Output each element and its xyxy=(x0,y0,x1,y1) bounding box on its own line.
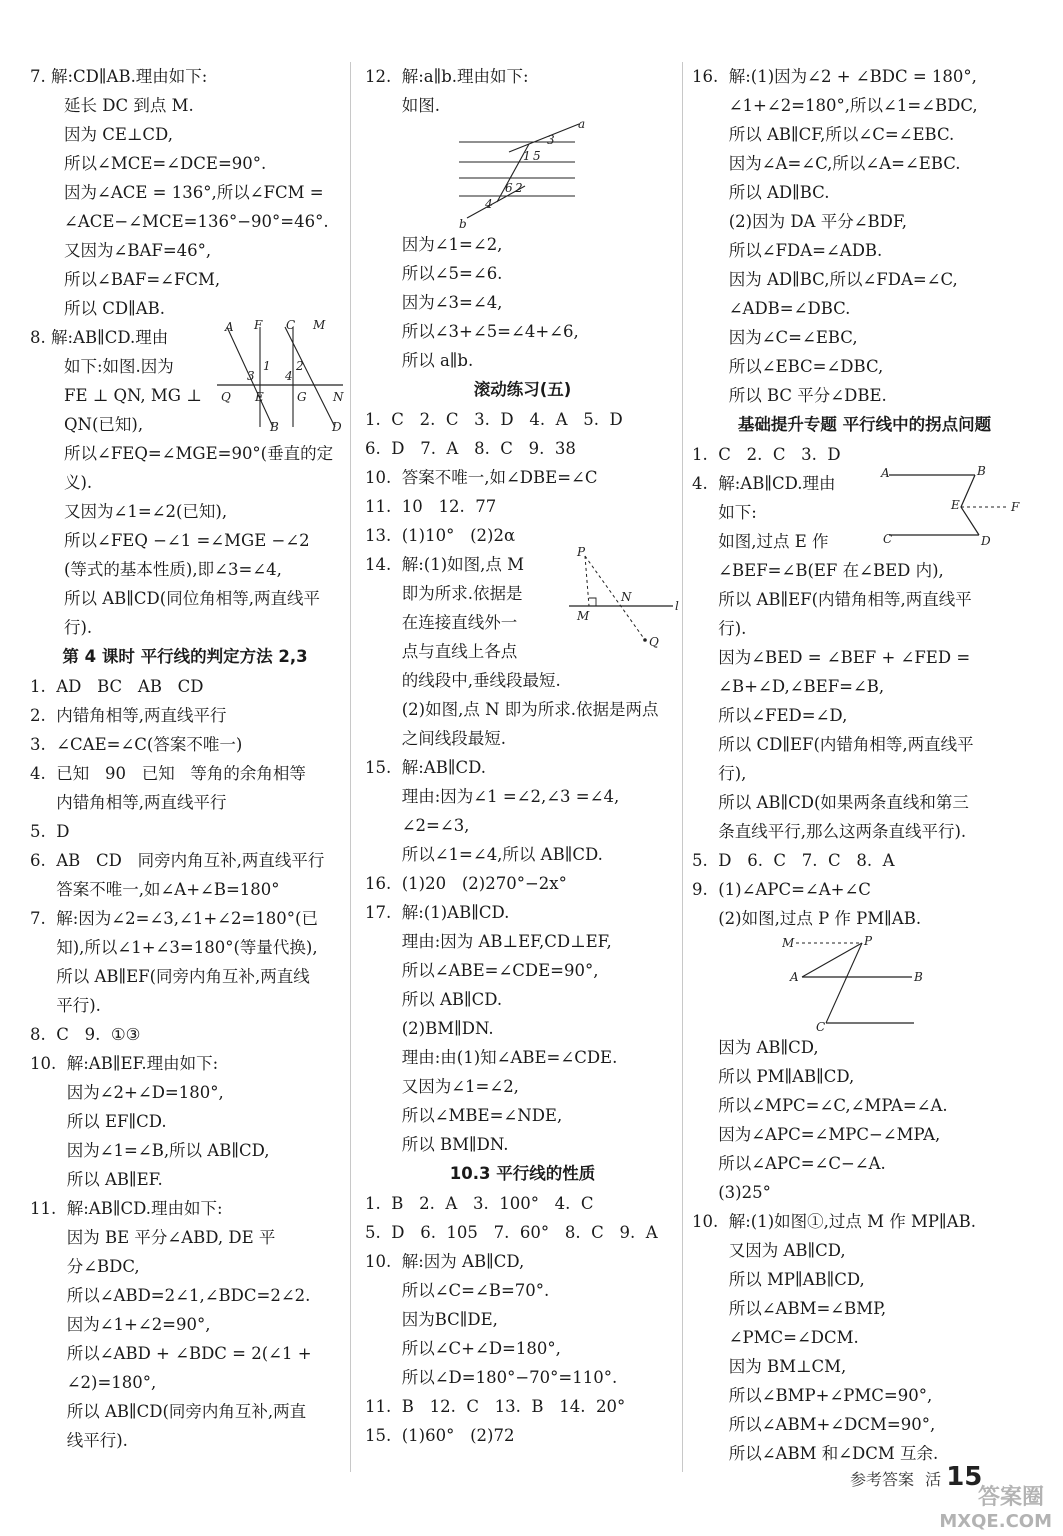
text-line: 之间线段最短. xyxy=(365,729,506,748)
answer-column-1 xyxy=(30,62,344,1455)
text-line: ∠1+∠2=180°,所以∠1=∠BDC, xyxy=(692,96,978,115)
text-line: 7. 解:CD∥AB.理由如下: xyxy=(30,67,208,86)
text-line: FE ⊥ QN, MG ⊥ xyxy=(64,386,202,405)
text-line: 11. 10 12. 77 xyxy=(365,497,497,516)
text-line: 所以 CD∥AB. xyxy=(64,299,166,318)
text-line: 所以 AD∥BC. xyxy=(692,183,830,202)
fig-label: 5 xyxy=(533,149,541,163)
fig-label: A xyxy=(881,466,890,480)
text-line: 理由:因为∠1 =∠2,∠3 =∠4, xyxy=(365,787,620,806)
section-heading: 基础提升专题 平行线中的拐点问题 xyxy=(737,415,992,434)
q9-figure xyxy=(782,933,932,1033)
text-line: 所以∠5=∠6. xyxy=(365,264,503,283)
q8-rest xyxy=(30,439,340,642)
text-line: 所以∠FEQ −∠1 =∠MGE −∠2 xyxy=(64,531,310,550)
text-line: 因为∠1=∠2, xyxy=(365,235,503,254)
text-line: 10. 解:(1)如图①,过点 M 作 MP∥AB. xyxy=(692,1212,976,1231)
text-line: (2)BM∥DN. xyxy=(365,1019,494,1038)
section-heading: 第 4 课时 平行线的判定方法 2,3 xyxy=(62,647,308,666)
text-line: 因为∠1+∠2=90°, xyxy=(30,1315,211,1334)
fig-label: G xyxy=(297,390,307,404)
text-line: 所以∠MCE=∠DCE=90°. xyxy=(64,154,267,173)
fig-label: M xyxy=(577,609,590,623)
text-line: 的线段中,垂线段最短. xyxy=(365,671,561,690)
text-line: 所以∠FEQ=∠MGE=90°(垂直的定 xyxy=(64,444,334,463)
text-line: 因为∠BED = ∠BEF + ∠FED = xyxy=(692,648,971,667)
text-line: 1. C 2. C 3. D 4. A 5. D xyxy=(365,410,623,429)
fig-label: 4 xyxy=(485,197,493,211)
text-line: 所以∠APC=∠C−∠A. xyxy=(692,1154,886,1173)
text-line: 7. 解:因为∠2=∠3,∠1+∠2=180°(已 xyxy=(30,909,318,928)
fig-label: 2 xyxy=(515,181,523,195)
fig-label: 1 xyxy=(523,149,531,163)
fig-label: E xyxy=(255,390,264,404)
text-line: 所以∠C=∠B=70°. xyxy=(365,1281,550,1300)
text-line: 因为 BM⊥CM, xyxy=(692,1357,847,1376)
text-line: (等式的基本性质),即∠3=∠4, xyxy=(64,560,282,579)
footer-separator: 活 xyxy=(925,1470,942,1489)
fig-label: P xyxy=(864,934,873,948)
fig-label: 1 xyxy=(263,359,271,373)
text-line: 所以∠MBE=∠NDE, xyxy=(365,1106,563,1125)
text-line: 又因为∠1=∠2, xyxy=(365,1077,519,1096)
text-line: 所以 AB∥CD(同位角相等,两直线平 xyxy=(64,589,320,608)
text-line: 答案不唯一,如∠A+∠B=180° xyxy=(30,880,280,899)
text-line: 如下: xyxy=(692,503,757,522)
fig-label: D xyxy=(332,420,342,434)
text-line: ∠2)=180°, xyxy=(30,1373,157,1392)
q8-block xyxy=(30,318,344,439)
text-line: 因为∠2+∠D=180°, xyxy=(30,1083,224,1102)
text-line: 所以∠ABD + ∠BDC = 2(∠1 + xyxy=(30,1344,312,1363)
text-line: ∠B+∠D,∠BEF=∠B, xyxy=(692,677,885,696)
text-line: 所以 AB∥CF,所以∠C=∠EBC. xyxy=(692,125,955,144)
text-line: 又因为∠BAF=46°, xyxy=(64,241,212,260)
watermark-url: MXQE.COM xyxy=(939,1511,1052,1532)
text-line: 所以∠MPC=∠C,∠MPA=∠A. xyxy=(692,1096,948,1115)
text-line: 延长 DC 到点 M. xyxy=(64,96,194,115)
fig-label: A xyxy=(225,320,234,334)
q14-figure xyxy=(565,546,683,650)
text-line: 又因为∠1=∠2(已知), xyxy=(64,502,228,521)
q4-figure xyxy=(877,463,1027,547)
text-line: 6. D 7. A 8. C 9. 38 xyxy=(365,439,576,458)
fig-label: 6 xyxy=(505,181,513,195)
text-line: 因为∠C=∠EBC, xyxy=(692,328,858,347)
answer-column-2 xyxy=(365,62,680,1450)
text-line: 10. 解:因为 AB∥CD, xyxy=(365,1252,525,1271)
text-line: 所以 PM∥AB∥CD, xyxy=(692,1067,855,1086)
text-line: (3)25° xyxy=(692,1183,771,1202)
text-line: 15. 解:AB∥CD. xyxy=(365,758,486,777)
fig-label: B xyxy=(977,464,986,478)
fig-label: B xyxy=(914,970,923,984)
text-line: (2)如图,过点 P 作 PM∥AB. xyxy=(692,909,922,928)
text-line: 6. AB CD 同旁内角互补,两直线平行 xyxy=(30,851,325,870)
text-line: 因为 AD∥BC,所以∠FDA=∠C, xyxy=(692,270,958,289)
text-line: 5. D xyxy=(30,822,70,841)
text-line: 16. (1)20 (2)270°−2x° xyxy=(365,874,567,893)
text-line: 14. 解:(1)如图,点 M xyxy=(365,555,525,574)
text-line: 条直线平行,那么这两条直线平行). xyxy=(692,822,967,841)
q12-figure xyxy=(447,120,587,230)
text-line: 因为BC∥DE, xyxy=(365,1310,498,1329)
text-line: 平行). xyxy=(30,996,101,1015)
text-line: 因为∠1=∠B,所以 AB∥CD, xyxy=(30,1141,270,1160)
text-line: 因为∠ACE = 136°,所以∠FCM = xyxy=(64,183,324,202)
text-line: 所以 EF∥CD. xyxy=(30,1112,167,1131)
text-line: (2)如图,点 N 即为所求.依据是两点 xyxy=(365,700,659,719)
page-number: 15 xyxy=(946,1462,983,1492)
fig-label: F xyxy=(1011,500,1020,514)
text-line: 行), xyxy=(692,764,747,783)
q14-block xyxy=(365,546,680,695)
text-line: 12. 解:a∥b.理由如下: xyxy=(365,67,529,86)
text-line: 4. 已知 90 已知 等角的余角相等 xyxy=(30,764,306,783)
text-line: 如图,过点 E 作 xyxy=(692,532,829,551)
text-line: 线平行). xyxy=(30,1431,128,1450)
fig-label: a xyxy=(578,120,586,131)
text-line: 1. B 2. A 3. 100° 4. C xyxy=(365,1194,594,1213)
text-line: 10. 解:AB∥EF.理由如下: xyxy=(30,1054,219,1073)
fig-label: D xyxy=(981,534,991,547)
fig-label: P xyxy=(577,546,586,559)
text-line: 所以∠1=∠4,所以 AB∥CD. xyxy=(365,845,603,864)
text-line: 所以 AB∥EF(同旁内角互补,两直线 xyxy=(30,967,310,986)
q8-figure xyxy=(215,317,345,435)
text-line: 所以∠EBC=∠DBC, xyxy=(692,357,884,376)
text-line: 所以 AB∥CD(如果两条直线和第三 xyxy=(692,793,969,812)
fig-label: F xyxy=(254,318,263,332)
text-line: 点与直线上各点 xyxy=(365,642,518,661)
text-line: 知),所以∠1+∠3=180°(等量代换), xyxy=(30,938,318,957)
text-line: 义). xyxy=(64,473,93,492)
section-heading: 滚动练习(五) xyxy=(473,380,572,399)
lesson4-answers xyxy=(30,672,340,1455)
fig-label: 3 xyxy=(247,369,255,383)
text-line: 因为 AB∥CD, xyxy=(692,1038,819,1057)
text-line: 15. (1)60° (2)72 xyxy=(365,1426,515,1445)
text-line: 3. ∠CAE=∠C(答案不唯一) xyxy=(30,735,243,754)
fig-label: C xyxy=(286,318,296,332)
text-line: 所以 AB∥CD(同旁内角互补,两直 xyxy=(30,1402,307,1421)
text-line: 1. C 2. C 3. D xyxy=(692,445,841,464)
text-line: ∠PMC=∠DCM. xyxy=(692,1328,859,1347)
text-line: 在连接直线外一 xyxy=(365,613,518,632)
text-line: 因为∠A=∠C,所以∠A=∠EBC. xyxy=(692,154,961,173)
text-line: 所以 BM∥DN. xyxy=(365,1135,509,1154)
fig-label: l xyxy=(675,599,679,613)
text-line: 17. 解:(1)AB∥CD. xyxy=(365,903,510,922)
footer-label: 参考答案 xyxy=(850,1470,915,1489)
text-line: 所以∠ABD=2∠1,∠BDC=2∠2. xyxy=(30,1286,311,1305)
section-heading: 10.3 平行线的性质 xyxy=(449,1164,596,1183)
text-line: 4. 解:AB∥CD.理由 xyxy=(692,474,836,493)
text-line: 13. (1)10° (2)2α xyxy=(365,526,516,545)
watermark-logo xyxy=(900,1480,1060,1536)
fig-label: 2 xyxy=(296,359,304,373)
text-line: 5. D 6. 105 7. 60° 8. C 9. A xyxy=(365,1223,658,1242)
text-line: 8. C 9. ①③ xyxy=(30,1025,141,1044)
text-line: 所以∠ABM 和∠DCM 互余. xyxy=(692,1444,939,1463)
text-line: ∠ACE−∠MCE=136°−90°=46°. xyxy=(64,212,329,231)
text-line: 所以∠ABE=∠CDE=90°, xyxy=(365,961,599,980)
watermark-text: 答案圈 xyxy=(977,1485,1044,1510)
text-line: 所以 MP∥AB∥CD, xyxy=(692,1270,865,1289)
text-line: 所以∠3+∠5=∠4+∠6, xyxy=(365,322,579,341)
text-line: 所以∠C+∠D=180°, xyxy=(365,1339,561,1358)
fig-label: N xyxy=(333,390,344,404)
text-line: 9. (1)∠APC=∠A+∠C xyxy=(692,880,871,899)
fig-label: Q xyxy=(221,390,231,404)
text-line: ∠BEF=∠B(EF 在∠BED 内), xyxy=(692,561,944,580)
text-line: 16. 解:(1)因为∠2 + ∠BDC = 180°, xyxy=(692,67,977,86)
fig-label: B xyxy=(270,420,279,434)
text-line: 因为 BE 平分∠ABD, DE 平 xyxy=(30,1228,276,1247)
text-line: 所以∠ABM+∠DCM=90°, xyxy=(692,1415,936,1434)
q4-block xyxy=(692,464,1037,585)
text-line: 5. D 6. C 7. C 8. A xyxy=(692,851,895,870)
text-line: 所以 AB∥EF(内错角相等,两直线平 xyxy=(692,590,972,609)
text-line: 又因为 AB∥CD, xyxy=(692,1241,846,1260)
text-line: 行). xyxy=(64,618,93,637)
fig-label: 4 xyxy=(285,369,293,383)
text-line: 所以 BC 平分∠DBE. xyxy=(692,386,887,405)
text-line: 内错角相等,两直线平行 xyxy=(30,793,227,812)
text-line: 所以∠ABM=∠BMP, xyxy=(692,1299,887,1318)
text-line: 所以 CD∥EF(内错角相等,两直线平 xyxy=(692,735,974,754)
text-line: 所以∠FDA=∠ADB. xyxy=(692,241,883,260)
text-line: QN(已知), xyxy=(64,415,144,434)
text-line: 行). xyxy=(692,619,747,638)
text-line: 所以 a∥b. xyxy=(365,351,474,370)
text-line: 1. AD BC AB CD xyxy=(30,677,204,696)
text-line: ∠2=∠3, xyxy=(365,816,470,835)
fig-label: Q xyxy=(649,635,659,649)
q7-block xyxy=(30,62,340,323)
text-line: 因为∠3=∠4, xyxy=(365,293,503,312)
text-line: ∠ADB=∠DBC. xyxy=(692,299,851,318)
text-line: 11. 解:AB∥CD.理由如下: xyxy=(30,1199,223,1218)
answer-column-3 xyxy=(692,62,1037,1468)
text-line: 10. 答案不唯一,如∠DBE=∠C xyxy=(365,468,598,487)
text-line: 8. 解:AB∥CD.理由 xyxy=(30,328,169,347)
text-line: 所以∠BMP+∠PMC=90°, xyxy=(692,1386,933,1405)
fig-label: M xyxy=(782,936,795,950)
text-line: 理由:由(1)知∠ABE=∠CDE. xyxy=(365,1048,618,1067)
text-line: 理由:因为 AB⊥EF,CD⊥EF, xyxy=(365,932,612,951)
fig-label: M xyxy=(313,318,326,332)
text-line: 因为 CE⊥CD, xyxy=(64,125,173,144)
text-line: 所以∠D=180°−70°=110°. xyxy=(365,1368,618,1387)
text-line: 所以 AB∥EF. xyxy=(30,1170,163,1189)
text-line: 所以 AB∥CD. xyxy=(365,990,503,1009)
fig-label: C xyxy=(816,1020,826,1033)
text-line: 如图. xyxy=(365,96,440,115)
fig-label: A xyxy=(790,970,799,984)
fig-label: N xyxy=(621,590,632,604)
text-line: 即为所求.依据是 xyxy=(365,584,523,603)
text-line: 如下:如图.因为 xyxy=(64,357,174,376)
text-line: 所以∠FED=∠D, xyxy=(692,706,848,725)
fig-label: C xyxy=(883,532,893,546)
text-line: 所以∠BAF=∠FCM, xyxy=(64,270,221,289)
text-line: 因为∠APC=∠MPC−∠MPA, xyxy=(692,1125,941,1144)
text-line: 2. 内错角相等,两直线平行 xyxy=(30,706,227,725)
fig-label: 3 xyxy=(547,133,555,147)
fig-label: b xyxy=(459,217,467,230)
text-line: 11. B 12. C 13. B 14. 20° xyxy=(365,1397,626,1416)
fig-label: E xyxy=(951,498,960,512)
text-line: (2)因为 DA 平分∠BDF, xyxy=(692,212,908,231)
text-line: 分∠BDC, xyxy=(30,1257,140,1276)
